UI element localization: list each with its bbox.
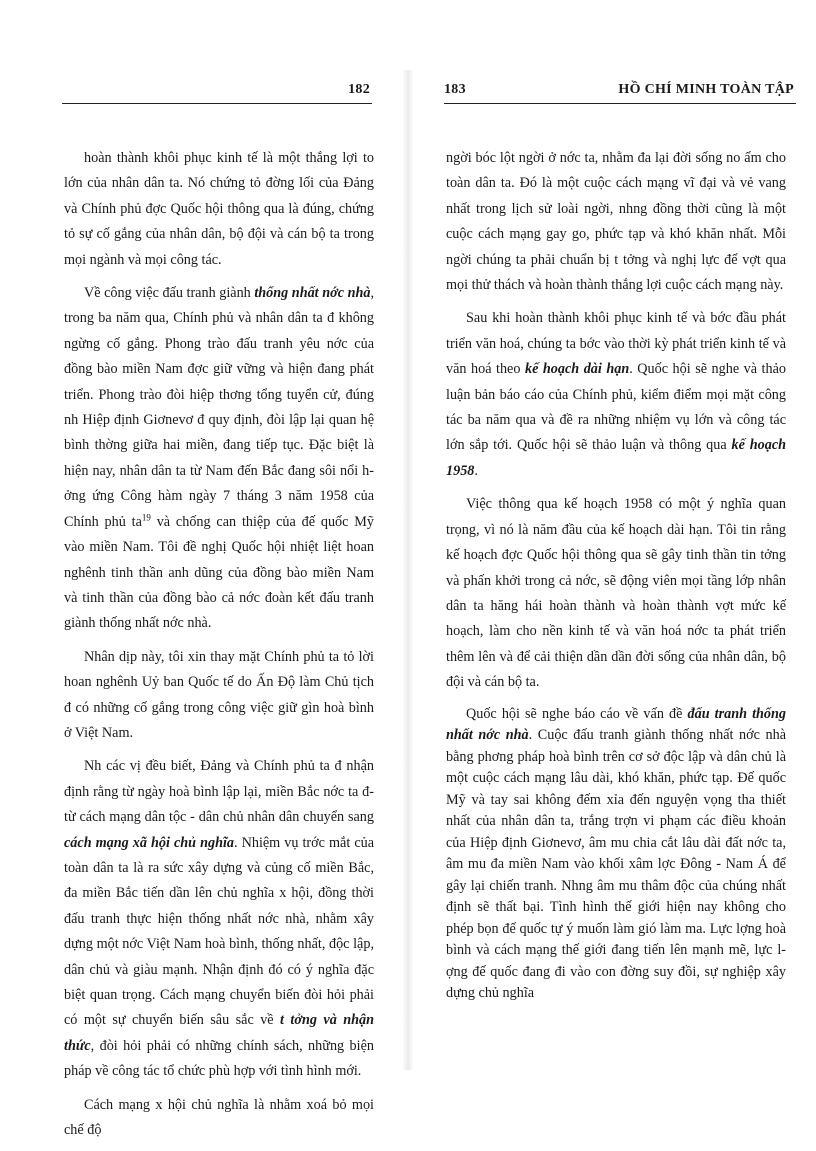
paragraph [64, 754, 374, 1084]
right-page-number: 183 [444, 82, 466, 97]
paragraph [446, 146, 786, 298]
text-run: Sau khi hoàn thành khôi phục kinh tế và bớc đầu phát triển văn hoá, chúng ta bớc vào thời kỳ phát triển kinh tế và văn hoá theo [446, 310, 786, 378]
left-page-body [64, 146, 374, 1151]
text-run: Việc thông qua kế hoạch 1958 có một ý nghĩa quan trọng, vì nó là năm đầu của kế hoạch dài hạn. Tôi tin rằng kế hoạch đợc Quốc hội thông qua sẽ gây tinh thần tin tởng và phấn khởi trong cả nớc, sẽ động viên mọi tầng lớp nhân dân ta hăng hái hoàn thành và hoàn thành vợt mức kế hoạch, làm cho nền kinh tế và văn hoá nớc ta phát triển thêm lên và để cải thiện dần dần đời sống của nhân dân, bộ đội và cán bộ ta. [446, 496, 786, 691]
text-run: , trong ba năm qua, Chính phủ và nhân dân ta đ không ngừng cố gắng. Phong trào đấu tranh yêu nớc của đồng bào miền Nam đợc giữ vững và hiện đang phát triển. Phong trào đòi hiệp thơng tổng tuyển cử, đúng nh Hiệp định Giơnevơ đ quy định, đòi lập lại quan hệ bình thờng giữa hai miền, đang tiếp tục. Đặc biệt là hiện nay, nhân dân ta từ Nam đến Bắc đang sôi nổi hởng ứng Công hàm ngày 7 tháng 3 năm 1958 của Chính phủ ta [64, 285, 374, 530]
emphasized-text: thống nhất nớc nhà [254, 285, 371, 302]
emphasized-text: t tởng và nhận thức [64, 1012, 374, 1054]
emphasized-text: đấu tranh thống nhất nớc nhà [446, 705, 787, 744]
text-run: ngời bóc lột ngời ở nớc ta, nhằm đa lại đời sống no ấm cho toàn dân ta. Đó là một cuộc cách mạng vĩ đại và vẻ vang nhất trong lịch sử loài ngời, nhng đồng thời cũng là một cuộc cách mạng gay go, phức tạp và khó khăn nhất. Mỗi ngời chúng ta phải chuẩn bị t tởng và nghị lực để vợt qua mọi thử thách và hoàn thành thắng lợi cuộc cách mạng này. [446, 150, 786, 294]
text-run: Quốc hội sẽ nghe báo cáo về vấn đề [466, 705, 688, 722]
paragraph [64, 281, 374, 637]
text-run: Về công việc đấu tranh giành [84, 285, 255, 302]
text-run: . [474, 462, 478, 479]
paragraph [64, 146, 374, 273]
emphasized-text: kế hoạch dài hạn [524, 361, 630, 378]
left-header-rule [62, 103, 372, 104]
paragraph [64, 645, 374, 747]
text-run: Cách mạng x hội chủ nghĩa là nhằm xoá bỏ mọi chế độ [64, 1096, 374, 1139]
footnote-marker: 19 [141, 511, 151, 522]
left-page-number: 182 [348, 82, 370, 97]
right-header-rule [444, 103, 796, 104]
text-run: Nhân dịp này, tôi xin thay mặt Chính phủ ta tỏ lời hoan nghênh Uỷ ban Quốc tế do Ấn Độ làm Chủ tịch đ có những cố gắng trong công việc giữ gìn hoà bình ở Việt Nam. [64, 648, 374, 741]
text-run: . Cuộc đấu tranh giành thống nhất nớc nhà bằng phơng pháp hoà bình trên cơ sở độc lập và dân chủ là một cuộc cách mạng lâu dài, khó khăn, phức tạp. Đế quốc Mỹ và tay sai không đếm xỉa đến nguyện vọng tha thiết nhất của nhân dân ta, trắng trợn vi phạm các điều khoản của Hiệp định Giơnevơ, âm mu chia cắt lâu dài đất nớc ta, âm mu đa miền Nam vào khối xâm lợc Đông - Nam Á để gây lại chiến tranh. Nhng âm mu thâm độc của chúng nhất định sẽ thất bại. Tình hình thế giới hiện nay không cho phép bọn đế quốc tự ý muốn làm gió làm ma. Lực lợng hoà bình và cách mạng thế giới đang tiến lên mạnh mẽ, lực lợng đế quốc đang đi vào con đờng suy đồi, sự nghiệp xây dựng chủ nghĩa [446, 727, 786, 1002]
paragraph [64, 1093, 374, 1144]
emphasized-text: cách mạng xã hội chủ nghĩa [64, 834, 235, 851]
left-page [0, 0, 408, 1139]
text-run: và chống can thiệp của đế quốc Mỹ vào miền Nam. Tôi đề nghị Quốc hội nhiệt liệt hoan nghênh tinh thần anh dũng của đồng bào miền Nam và tinh thần của đồng bào cả nớc đoàn kết đấu tranh giành thống nhất nớc nhà. [64, 513, 374, 632]
text-run: . Nhiệm vụ trớc mắt của toàn dân ta là ra sức xây dựng và củng cố miền Bắc, đa miền Bắc tiến dần lên chủ nghĩa x hội, đồng thời đấu tranh thực hiện thống nhất nớc nhà, nhằm xây dựng một nớc Việt Nam hoà bình, thống nhất, độc lập, dân chủ và giàu mạnh. Nhận định đó có ý nghĩa đặc biệt quan trọng. Cách mạng chuyển biến đòi hỏi phải có một sự chuyển biến sâu sắc về [64, 834, 375, 1029]
text-run: Nh các vị đều biết, Đảng và Chính phủ ta đ nhận định rằng từ ngày hoà bình lập lại, miền Bắc nớc ta đ từ cách mạng dân tộc - dân chủ nhân dân chuyển sang [64, 758, 374, 826]
text-run: hoàn thành khôi phục kinh tế là một thắng lợi to lớn của nhân dân ta. Nó chứng tỏ đờng lối của Đảng và Chính phủ đợc Quốc hội thông qua là đúng, chứng tỏ sự cố gắng của nhân dân, bộ đội và cán bộ ta trong mọi ngành và mọi công tác. [64, 150, 374, 268]
paragraph [446, 704, 786, 1005]
right-page [408, 0, 816, 1123]
paragraph [446, 492, 786, 695]
paragraph [446, 306, 786, 484]
emphasized-text: kế hoạch 1958 [446, 437, 787, 479]
running-title: HỒ CHÍ MINH TOÀN TẬP [618, 82, 794, 97]
right-page-body [446, 146, 786, 1013]
text-run: . Quốc hội sẽ nghe và thảo luận bản báo cáo của Chính phủ, kiểm điểm mọi mặt công tác ba năm qua và đề ra những nhiệm vụ lớn và công tác lớn sắp tới. Quốc hội sẽ thảo luận và thông qua [446, 361, 786, 454]
text-run: , đòi hỏi phải có những chính sách, những biện pháp về công tác tổ chức phù hợp với tình hình mới. [64, 1037, 374, 1080]
